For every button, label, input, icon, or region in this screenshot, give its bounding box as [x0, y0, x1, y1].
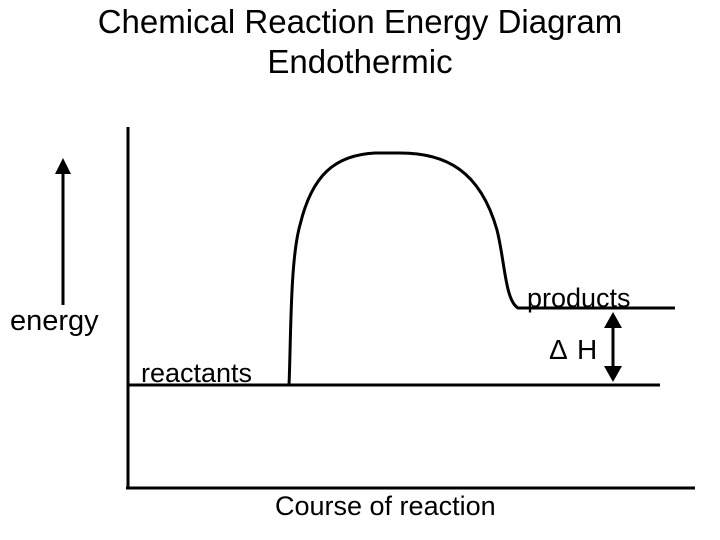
reactants-label: reactants: [141, 358, 253, 388]
products-label: products: [527, 283, 631, 313]
delta-h-arrow-head-down: [604, 366, 622, 382]
delta-h-label: [549, 334, 597, 365]
enthalpy-letter: H: [577, 334, 598, 365]
delta-symbol: Δ: [549, 334, 568, 365]
title-line-1: Chemical Reaction Energy Diagram: [97, 3, 623, 40]
title-line-2: Endothermic: [267, 43, 453, 80]
energy-axis-label: energy: [10, 305, 99, 337]
energy-arrow-head: [55, 158, 71, 174]
delta-h-arrow-head-up: [604, 312, 622, 328]
course-of-reaction-label: Course of reaction: [275, 491, 496, 521]
